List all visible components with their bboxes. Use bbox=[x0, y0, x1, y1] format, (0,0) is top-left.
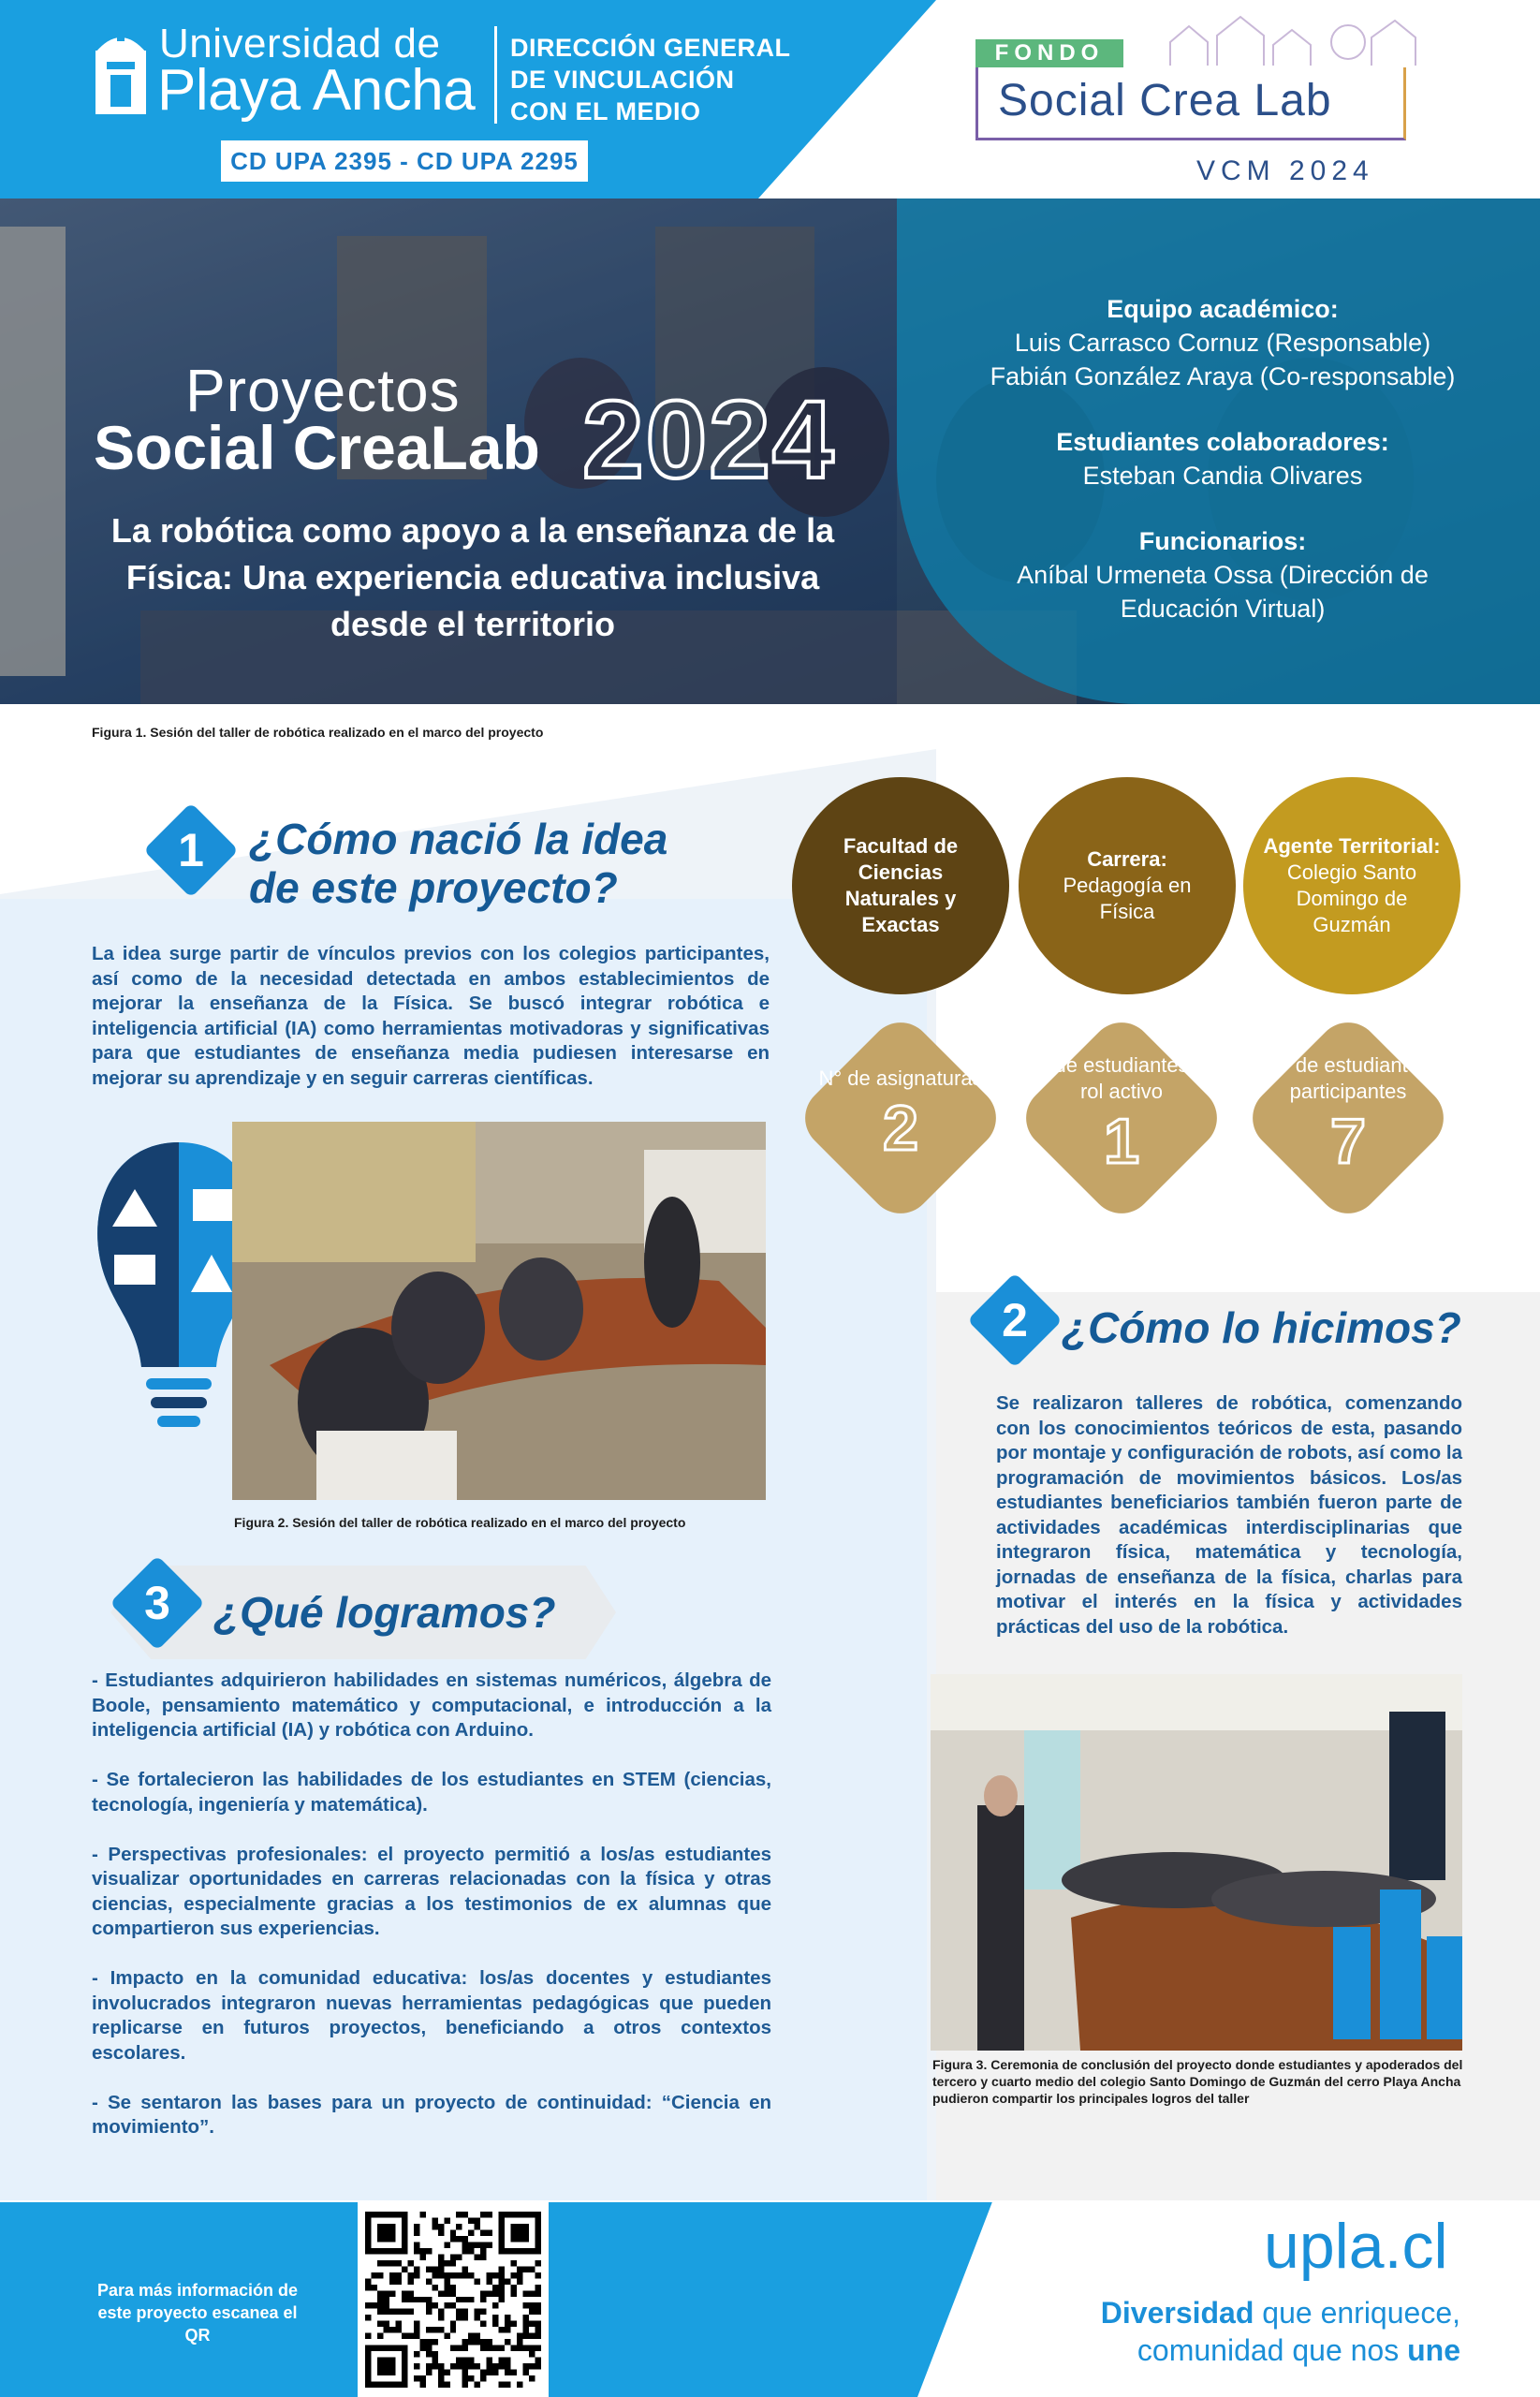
qr-code-icon bbox=[365, 2210, 541, 2390]
achievement-item: - Estudiantes adquirieron habilidades en sistemas numéricos, álgebra de Boole, pensamiento matemático y computacional, e introducción a la inteligencia artificial (IA) y robótica con Arduino. bbox=[92, 1669, 771, 1741]
slogan-bold-1: Diversidad bbox=[1100, 2296, 1254, 2330]
university-name-line2: Playa Ancha bbox=[157, 58, 476, 123]
slogan bbox=[1030, 2294, 1460, 2369]
website-link[interactable]: upla.cl bbox=[1264, 2211, 1448, 2282]
slogan-bold-2: une bbox=[1407, 2333, 1460, 2367]
fondo-year: VCM 2024 bbox=[1196, 155, 1374, 186]
stat-subjects-value: 2 bbox=[883, 1093, 918, 1164]
section-1-number: 1 bbox=[178, 824, 204, 876]
stat-active-students bbox=[1013, 1009, 1230, 1227]
project-title: La robótica como apoyo a la enseñanza de la Física: Una experiencia educativa inclusiva desde el territorio bbox=[110, 511, 835, 643]
staff-member: Aníbal Urmeneta Ossa (Dirección de Educación Virtual) bbox=[1017, 561, 1429, 623]
direction-line2: DE VINCULACIÓN bbox=[510, 66, 735, 94]
houses-decoration-icon bbox=[1161, 9, 1423, 75]
stat-participants bbox=[1239, 1009, 1457, 1227]
staff-heading: Funcionarios: bbox=[1138, 527, 1307, 555]
hero-proyectos: Proyectos bbox=[185, 357, 461, 424]
figure-1-caption: Figura 1. Sesión del taller de robótica realizado en el marco del proyecto bbox=[92, 725, 544, 740]
workshop-photo bbox=[232, 1122, 766, 1500]
slogan-rest-2: comunidad que nos bbox=[1137, 2333, 1408, 2367]
section-1-title bbox=[249, 815, 667, 912]
figure-2-caption: Figura 2. Sesión del taller de robótica realizado en el marco del proyecto bbox=[234, 1515, 686, 1530]
header-divider bbox=[494, 26, 497, 124]
section-1-title-line1: ¿Cómo nació la idea bbox=[249, 815, 668, 863]
hero-banner bbox=[0, 199, 1540, 704]
university-logo-icon bbox=[92, 24, 150, 118]
hero-year: 2024 bbox=[582, 378, 836, 502]
project-codes-badge: CD UPA 2395 - CD UPA 2295 bbox=[221, 140, 588, 182]
team-list bbox=[970, 292, 1475, 625]
section-1-title-line2: de este proyecto? bbox=[249, 863, 618, 912]
qr-code[interactable] bbox=[358, 2202, 549, 2397]
achievement-item: - Se fortalecieron las habilidades de los estudiantes en STEM (ciencias, tecnología, ingeniería y matemática). bbox=[92, 1769, 771, 1816]
academic-member: Luis Carrasco Cornuz (Responsable) bbox=[1014, 329, 1431, 357]
fondo-name: Social Crea Lab bbox=[998, 76, 1332, 125]
career-value: Pedagogía en Física bbox=[1063, 874, 1192, 923]
qr-instructions: Para más información de este proyecto escanea el QR bbox=[96, 2281, 299, 2345]
achievement-item: - Perspectivas profesionales: el proyecto permitió a los/as estudiantes visualizar oportunidades en carreras relacionadas con la física y otras ciencias, especialmente gracias a los testimonios de ex alumnas que compartieron sus experiencias. bbox=[92, 1843, 771, 1939]
fondo-tag: FONDO bbox=[975, 39, 1123, 67]
territorial-agent-circle bbox=[1243, 777, 1460, 994]
stat-active-students-label: N° de estudiantes en rol activo bbox=[1025, 1053, 1218, 1103]
academic-member: Fabián González Araya (Co-responsable) bbox=[990, 362, 1456, 390]
territorial-agent-value: Colegio Santo Domingo de Guzmán bbox=[1286, 860, 1417, 936]
section-3-title: ¿Qué logramos? bbox=[213, 1588, 556, 1637]
students-heading: Estudiantes colaboradores: bbox=[1056, 428, 1389, 456]
section-1-body: La idea surge partir de vínculos previos con los colegios participantes, así como de la necesidad detectada en ambos establecimientos de mejorar la enseñanza de la Física. Se buscó integrar robótica e inteligencia artificial (IA) como herramientas motivadoras y significativas para que estudiantes de enseñanza media pudiesen interesarse en mejorar su aprendizaje y en seguir carreras científicas. bbox=[92, 943, 770, 1089]
stat-participants-value: 7 bbox=[1330, 1106, 1366, 1177]
student-member: Esteban Candia Olivares bbox=[1082, 462, 1363, 490]
career-label: Carrera: bbox=[1087, 847, 1167, 871]
figure-3-caption: Figura 3. Ceremonia de conclusión del proyecto donde estudiantes y apoderados del tercero y cuarto medio del colegio Santo Domingo de Guzmán del cerro Playa Ancha pudieron compartir los principales logros del taller bbox=[932, 2057, 1463, 2106]
slogan-rest-1: que enriquece, bbox=[1254, 2296, 1460, 2330]
stat-participants-label: N° de estudiantes participantes bbox=[1267, 1053, 1430, 1103]
section-2-title: ¿Cómo lo hicimos? bbox=[1062, 1303, 1461, 1352]
ceremony-photo bbox=[931, 1674, 1462, 2051]
section-3-number: 3 bbox=[144, 1577, 170, 1629]
stat-active-students-value: 1 bbox=[1104, 1106, 1139, 1177]
direction-name bbox=[510, 32, 791, 127]
territorial-agent-label: Agente Territorial: bbox=[1263, 834, 1441, 858]
stat-subjects bbox=[792, 1009, 1009, 1227]
career-circle bbox=[1019, 777, 1236, 994]
direction-line1: DIRECCIÓN GENERAL bbox=[510, 34, 791, 62]
faculty-circle bbox=[792, 777, 1009, 994]
achievement-item: - Impacto en la comunidad educativa: los/as docentes y estudiantes involucrados integraron nuevas herramientas pedagógicas que pueden replicarse en futuros proyectos, beneficiando a otros contextos escolares. bbox=[92, 1967, 771, 2064]
university-name-line1: Universidad de bbox=[159, 21, 441, 66]
stat-subjects-label: N° de asignaturas bbox=[818, 1066, 983, 1090]
section-2-body: Se realizaron talleres de robótica, comenzando con los conocimientos teóricos de esta, pasando por montaje y configuración de robots, así como la programación de movimientos básicos. Los/as estudiantes beneficiarios también fueron parte de actividades académicas interdisciplinarias que integraron física, matemática y tecnología, jornadas de enseñanza de la física, charlas para motivar el interés en la física y actividades prácticas del uso de la robótica. bbox=[996, 1392, 1462, 1638]
achievement-item: - Se sentaron las bases para un proyecto de continuidad: “Ciencia en movimiento”. bbox=[92, 2091, 771, 2138]
faculty-label: Facultad de Ciencias Naturales y Exactas bbox=[843, 834, 959, 936]
section-3-achievements bbox=[92, 1669, 771, 2165]
academic-team-heading: Equipo académico: bbox=[1107, 295, 1339, 323]
hero-social-crealab: Social CreaLab bbox=[94, 413, 540, 482]
section-2-number: 2 bbox=[1002, 1294, 1028, 1346]
direction-line3: CON EL MEDIO bbox=[510, 97, 701, 125]
